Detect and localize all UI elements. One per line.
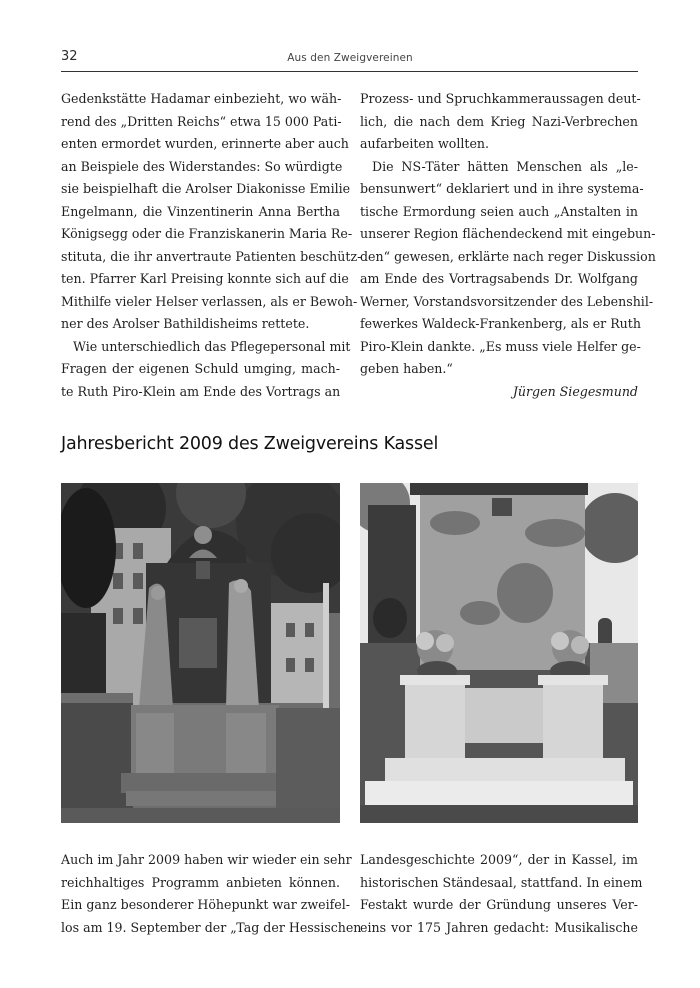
- text-line: aufarbeiten wollten.: [360, 136, 490, 151]
- text-line: Piro-Klein dankte. „Es muss viele Helfer ge-: [360, 338, 641, 354]
- text-line: lich, die nach dem Krieg Nazi-Verbrechen: [360, 113, 638, 129]
- text-line: ner des Arolser Bathildisheims rettete.: [61, 316, 310, 331]
- text-line: reichhaltiges Programm anbieten können.: [61, 874, 340, 890]
- article1-left-column: [61, 88, 362, 403]
- author-signature: Jürgen Siegesmund: [512, 383, 638, 399]
- text-line: Ein ganz besonderer Höhepunkt war zweifel-: [61, 897, 351, 912]
- text-line: Auch im Jahr 2009 haben wir wieder ein sehr: [61, 852, 352, 867]
- text-line: am Ende des Vortragsabends Dr. Wolfgang: [360, 271, 638, 286]
- text-line: Fragen der eigenen Schuld umging, mach-: [61, 361, 340, 376]
- text-line: an Beispiele des Widerstandes: So würdigte: [61, 158, 343, 174]
- text-line: tische Ermordung seien auch „Anstalten in: [360, 203, 638, 219]
- text-line: Festakt wurde der Gründung unseres Ver-: [360, 897, 638, 912]
- photo-grave-monument-statues: [61, 483, 340, 823]
- text-line: den“ gewesen, erklärte nach reger Diskussion: [360, 248, 656, 264]
- text-line: Mithilfe vieler Helser verlassen, als er Bewoh-: [61, 293, 358, 309]
- text-line: Engelmann, die Vinzentinerin Anna Bertha: [61, 203, 340, 219]
- article1-right-column: [360, 88, 656, 403]
- text-line: Prozess- und Spruchkammeraussagen deut-: [360, 91, 641, 106]
- text-line: te Ruth Piro-Klein am Ende des Vortrags an: [61, 383, 341, 399]
- photo-restored-monument-flowers: [360, 483, 638, 823]
- text-line: los am 19. September der „Tag der Hessischen: [61, 919, 362, 935]
- page-number: 32: [61, 49, 78, 64]
- text-line: sie beispielhaft die Arolser Diakonisse Emilie: [61, 181, 351, 196]
- text-line: eins vor 175 Jahren gedacht: Musikalische: [360, 919, 638, 935]
- text-line: fewerkes Waldeck-Frankenberg, als er Ruth: [360, 316, 641, 331]
- header-rule: [61, 71, 638, 72]
- photo-image: [61, 483, 340, 823]
- text-line: rend des „Dritten Reichs“ etwa 15 000 Pati-: [61, 113, 342, 129]
- running-head: Aus den Zweigvereinen: [287, 52, 413, 64]
- text-line: Wie unterschiedlich das Pflegepersonal mit: [73, 338, 351, 354]
- text-line: Gedenkstätte Hadamar einbezieht, wo wäh-: [61, 91, 342, 106]
- article2-right-column: [360, 849, 643, 939]
- photo-image: [360, 483, 638, 823]
- text-line: Landesgeschichte 2009“, der in Kassel, im: [360, 852, 638, 867]
- text-line: Königsegg oder die Franziskanerin Maria Re-: [61, 226, 353, 241]
- text-line: ten. Pfarrer Karl Preising konnte sich auf die: [61, 271, 349, 286]
- text-line: historischen Ständesaal, stattfand. In einem: [360, 874, 643, 890]
- text-line: bensunwert“ deklariert und in ihre systema-: [360, 181, 644, 196]
- text-line: stituta, die ihr anvertraute Patienten beschütz-: [61, 248, 362, 264]
- text-line: enten ermordet wurden, erinnerte aber auch: [61, 136, 349, 151]
- text-line: unserer Region flächendeckend mit eingebun-: [360, 226, 656, 241]
- text-line: Werner, Vorstandsvorsitzender des Lebenshil-: [360, 293, 654, 309]
- section-title: Jahresbericht 2009 des Zweigvereins Kassel: [61, 434, 439, 454]
- article2-left-column: [61, 849, 362, 939]
- text-line: Die NS-Täter hätten Menschen als „le-: [372, 158, 638, 174]
- text-line: geben haben.“: [360, 361, 453, 376]
